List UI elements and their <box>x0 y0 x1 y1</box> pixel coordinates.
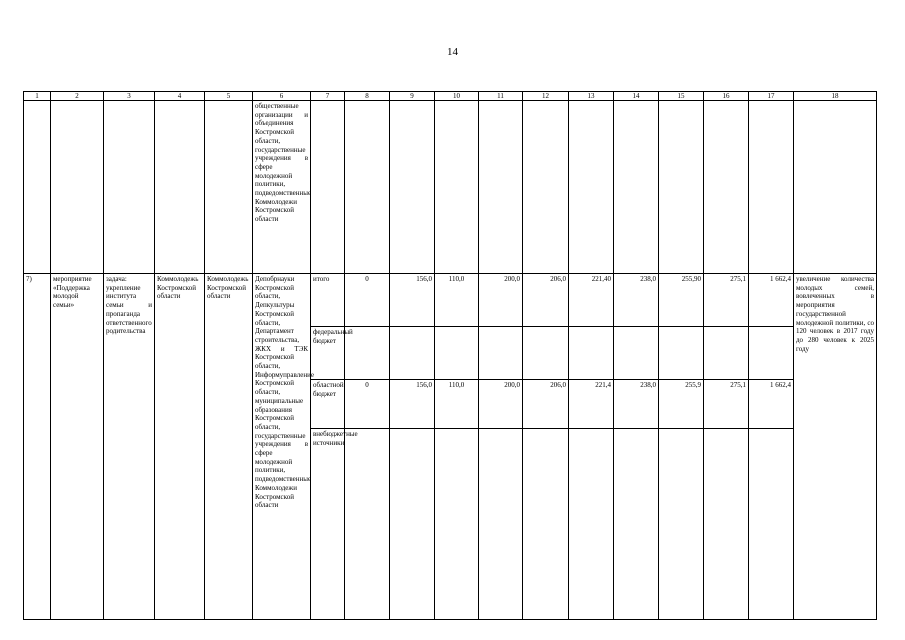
value-cell <box>479 327 523 380</box>
value-cell: 206,0 <box>523 274 569 327</box>
value-cell <box>435 327 479 380</box>
empty-cell <box>390 101 435 274</box>
source-label: федеральный бюджет <box>311 327 345 380</box>
empty-cell <box>749 101 794 274</box>
value-cell <box>659 429 704 620</box>
responsible-executor: Коммолодежь Костромской области <box>155 274 205 620</box>
source-row-total <box>24 274 877 327</box>
empty-cell <box>435 101 479 274</box>
source-label: внебюджетные источники <box>311 429 345 620</box>
value-cell: 238,0 <box>614 274 659 327</box>
value-cell: 206,0 <box>523 380 569 429</box>
measure-task: задача: укрепление института семьи и пропаганда ответственного родительства <box>104 274 155 620</box>
header-cell: 14 <box>614 92 659 101</box>
value-cell: 200,0 <box>479 274 523 327</box>
empty-cell <box>523 101 569 274</box>
value-cell <box>749 429 794 620</box>
value-cell <box>345 429 390 620</box>
value-cell <box>523 327 569 380</box>
value-cell: 110,0 <box>435 274 479 327</box>
empty-cell <box>51 101 104 274</box>
empty-cell <box>569 101 614 274</box>
value-cell: 156,0 <box>390 274 435 327</box>
header-cell: 1 <box>24 92 51 101</box>
header-cell: 17 <box>749 92 794 101</box>
value-cell <box>390 429 435 620</box>
header-cell: 4 <box>155 92 205 101</box>
empty-cell <box>104 101 155 274</box>
header-cell: 10 <box>435 92 479 101</box>
value-cell <box>569 429 614 620</box>
header-cell: 18 <box>794 92 877 101</box>
value-cell <box>704 327 749 380</box>
empty-cell <box>794 101 877 274</box>
value-cell <box>659 327 704 380</box>
expected-result: увеличение количества молодых семей, вовлеченных в мероприятия государственной молодежной политики, со 120 человек в 2017 году до 280 человек к 2025 году <box>794 274 877 620</box>
value-cell: 255,90 <box>659 274 704 327</box>
empty-cell <box>704 101 749 274</box>
co-executors: Депобрнауки Костромской области, Депкультуры Костромской области, Департамент строительства, ЖКХ и ТЭК Костромской области, Информуправление Костромской области, муниципальные образования Костромской области, государственные учреждения в сфере молодежной политики, подведомственные Коммолодежи Костромской области <box>253 274 311 620</box>
empty-cell <box>659 101 704 274</box>
value-cell: 255,9 <box>659 380 704 429</box>
value-cell <box>614 429 659 620</box>
measure-name: мероприятие «Поддержка молодой семьи» <box>51 274 104 620</box>
empty-cell <box>311 101 345 274</box>
header-cell: 16 <box>704 92 749 101</box>
header-cell: 13 <box>569 92 614 101</box>
value-cell <box>569 327 614 380</box>
header-cell: 11 <box>479 92 523 101</box>
value-cell <box>479 429 523 620</box>
value-cell <box>435 429 479 620</box>
value-cell: 1 662,4 <box>749 380 794 429</box>
continuation-row <box>24 101 877 274</box>
value-cell: 221,4 <box>569 380 614 429</box>
header-row <box>24 92 877 101</box>
value-cell: 275,1 <box>704 380 749 429</box>
header-cell: 15 <box>659 92 704 101</box>
header-cell: 6 <box>253 92 311 101</box>
value-cell: 0 <box>345 274 390 327</box>
page-number: 14 <box>447 46 458 58</box>
header-cell: 2 <box>51 92 104 101</box>
value-cell: 110,0 <box>435 380 479 429</box>
empty-cell <box>345 101 390 274</box>
header-cell: 7 <box>311 92 345 101</box>
coordinator: Коммолодежь Костромской области <box>205 274 253 620</box>
value-cell: 275,1 <box>704 274 749 327</box>
value-cell <box>390 327 435 380</box>
empty-cell <box>479 101 523 274</box>
value-cell: 200,0 <box>479 380 523 429</box>
empty-cell <box>614 101 659 274</box>
program-table <box>23 91 877 620</box>
value-cell <box>749 327 794 380</box>
value-cell: 0 <box>345 380 390 429</box>
source-label: итого <box>311 274 345 327</box>
header-cell: 5 <box>205 92 253 101</box>
value-cell: 1 662,4 <box>749 274 794 327</box>
header-cell: 8 <box>345 92 390 101</box>
value-cell: 221,40 <box>569 274 614 327</box>
measure-number: 7) <box>24 274 51 620</box>
value-cell <box>704 429 749 620</box>
header-cell: 3 <box>104 92 155 101</box>
empty-cell <box>205 101 253 274</box>
header-cell: 9 <box>390 92 435 101</box>
header-cell: 12 <box>523 92 569 101</box>
continuation-executors: общественные организации и объединения Костромской области, государственные учреждения в сфере молодежной политики, подведомственные Коммолодежи Костромской области <box>253 101 311 274</box>
value-cell <box>614 327 659 380</box>
value-cell <box>523 429 569 620</box>
value-cell: 156,0 <box>390 380 435 429</box>
value-cell: 238,0 <box>614 380 659 429</box>
empty-cell <box>155 101 205 274</box>
source-label: областной бюджет <box>311 380 345 429</box>
empty-cell <box>24 101 51 274</box>
